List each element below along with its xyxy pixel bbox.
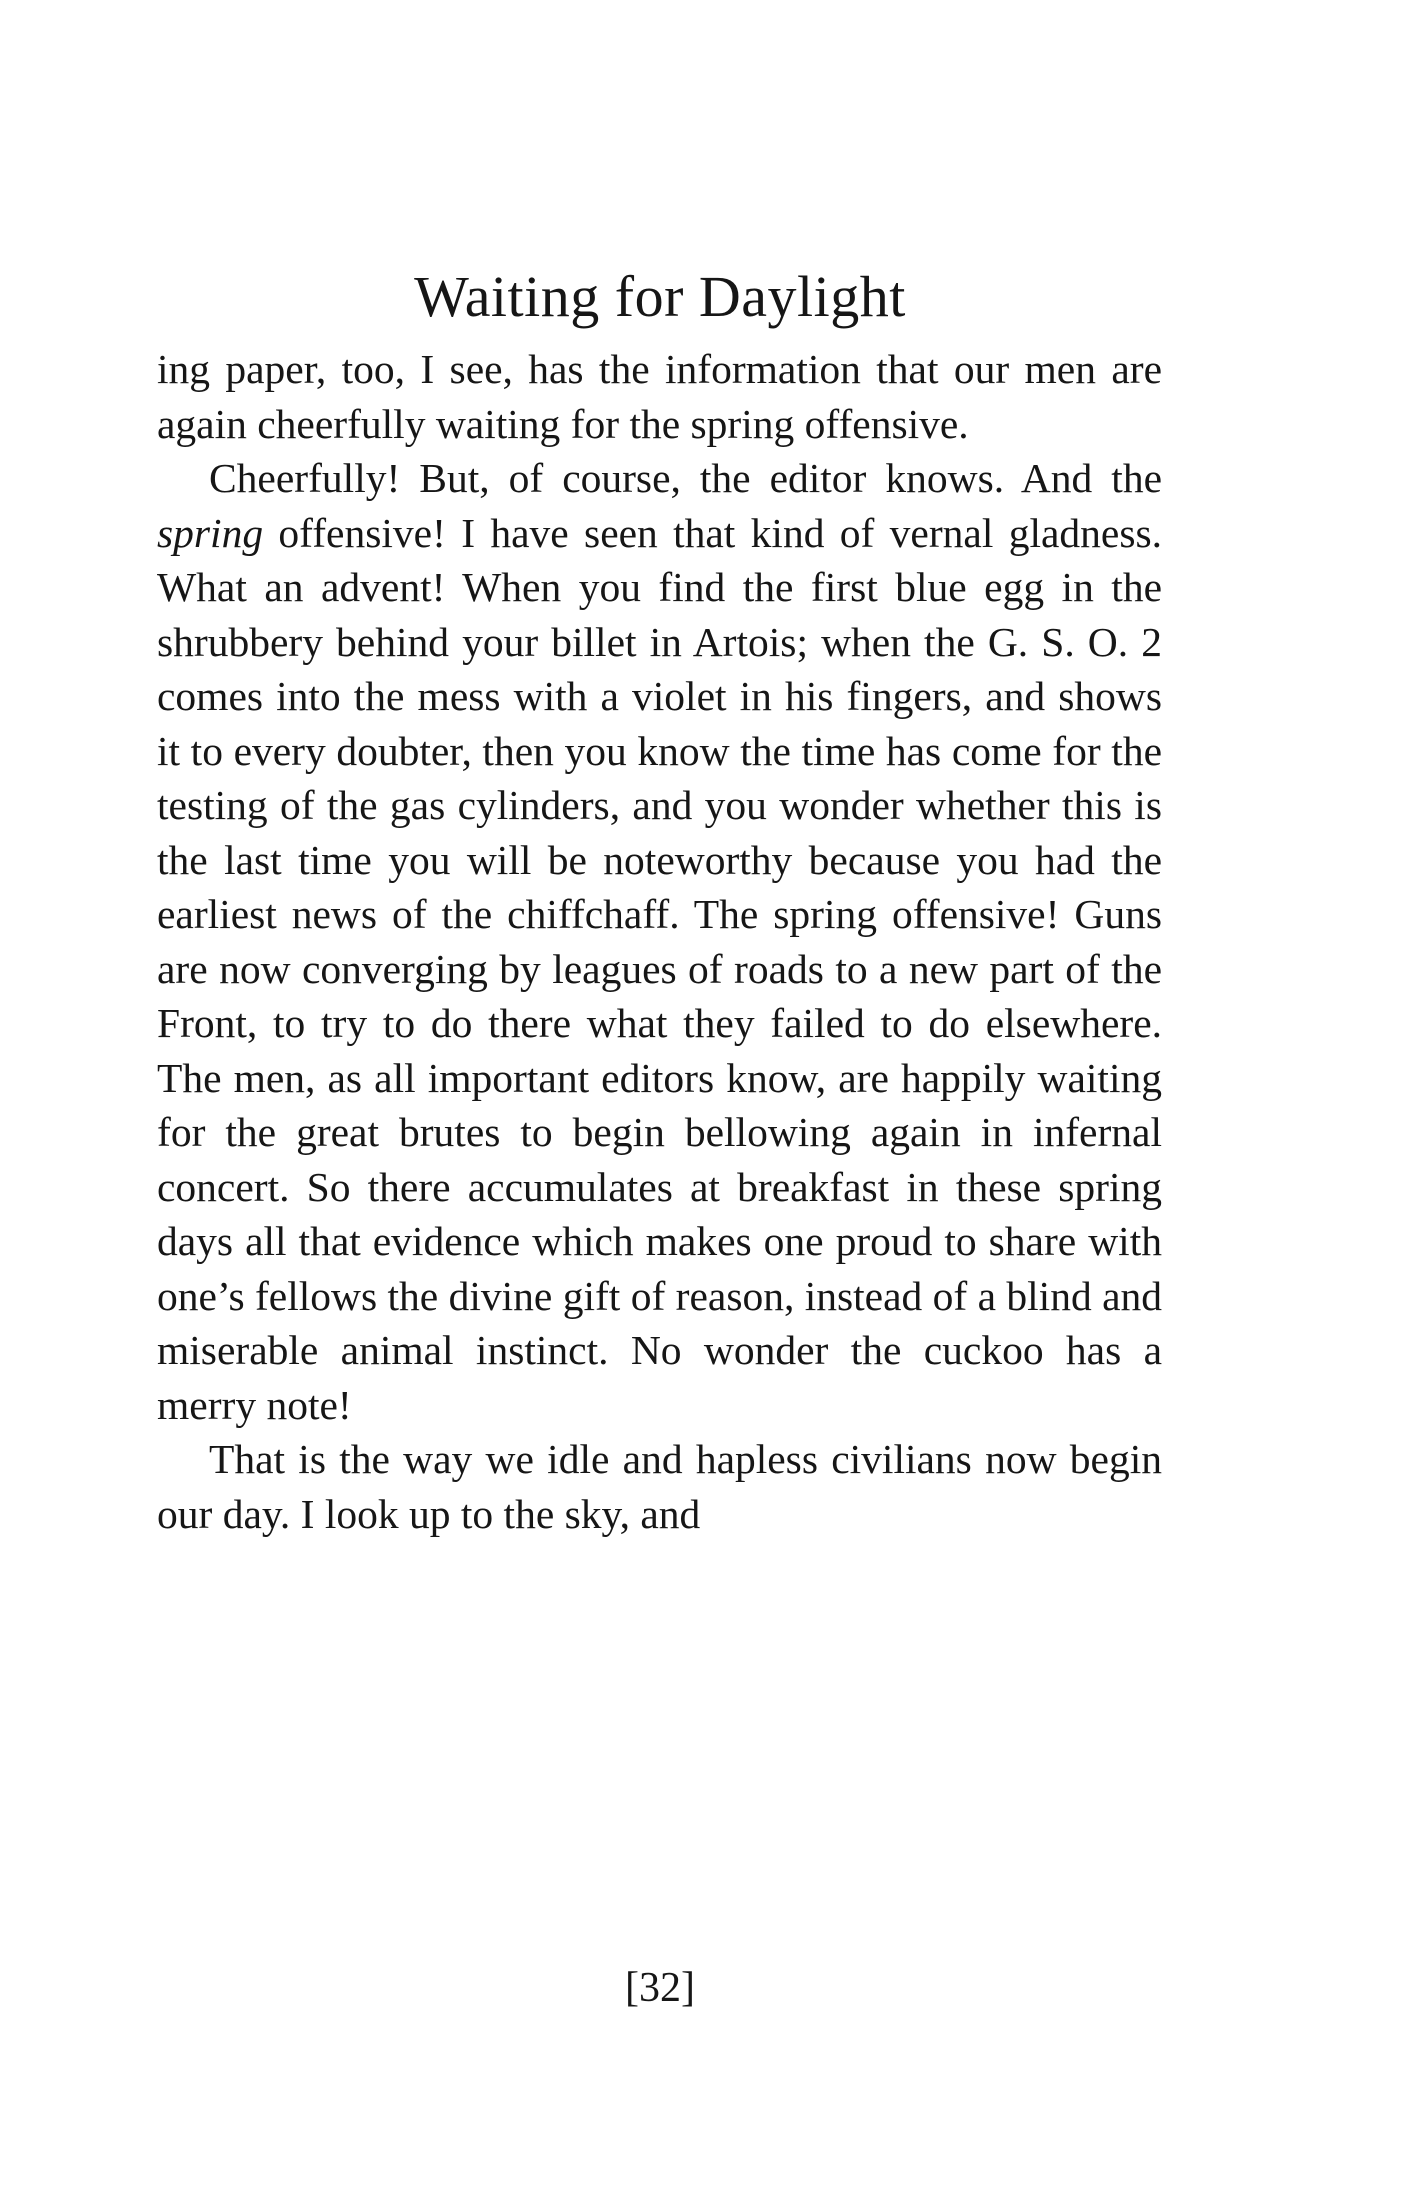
- paragraph-text: That is the way we idle and hapless civilians now begin our day. I look up to the sky, and: [157, 1436, 1162, 1537]
- paragraph: [157, 451, 1162, 1432]
- paragraph-text: ing paper, too, I see, has the information that our men are again cheerfully waiting for the spring offensive.: [157, 346, 1162, 447]
- page-number: [32]: [625, 1965, 695, 2011]
- paragraph-continuation: [157, 342, 1162, 451]
- paragraph: [157, 1432, 1162, 1541]
- italic-emphasis: spring: [157, 509, 264, 556]
- paragraph-text: Cheerfully! But, of course, the editor knows. And the: [209, 455, 1162, 501]
- paragraph-text: offensive! I have seen that kind of vernal gladness. What an advent! When you find the first blue egg in the shrubbery behind your billet in Artois; when the G. S. O. 2 comes into the mess with a violet in his fingers, and shows it to every doubter, then you know the time has come for the testing of the gas cylinders, and you wonder whether this is the last time you will be noteworthy because you had the earliest news of the chiffchaff. The spring offensive! Guns are now converging by leagues of roads to a new part of the Front, to try to do there what they failed to do elsewhere. The men, as all important editors know, are happily waiting for the great brutes to begin bellowing again in infernal concert. So there accumulates at breakfast in these spring days all that evidence which makes one proud to share with one’s fellows the divine gift of reason, instead of a blind and miserable animal instinct. No wonder the cuckoo has a merry note!: [157, 509, 1162, 1428]
- running-head: Waiting for Daylight: [414, 264, 906, 329]
- body-text: [157, 342, 1162, 1541]
